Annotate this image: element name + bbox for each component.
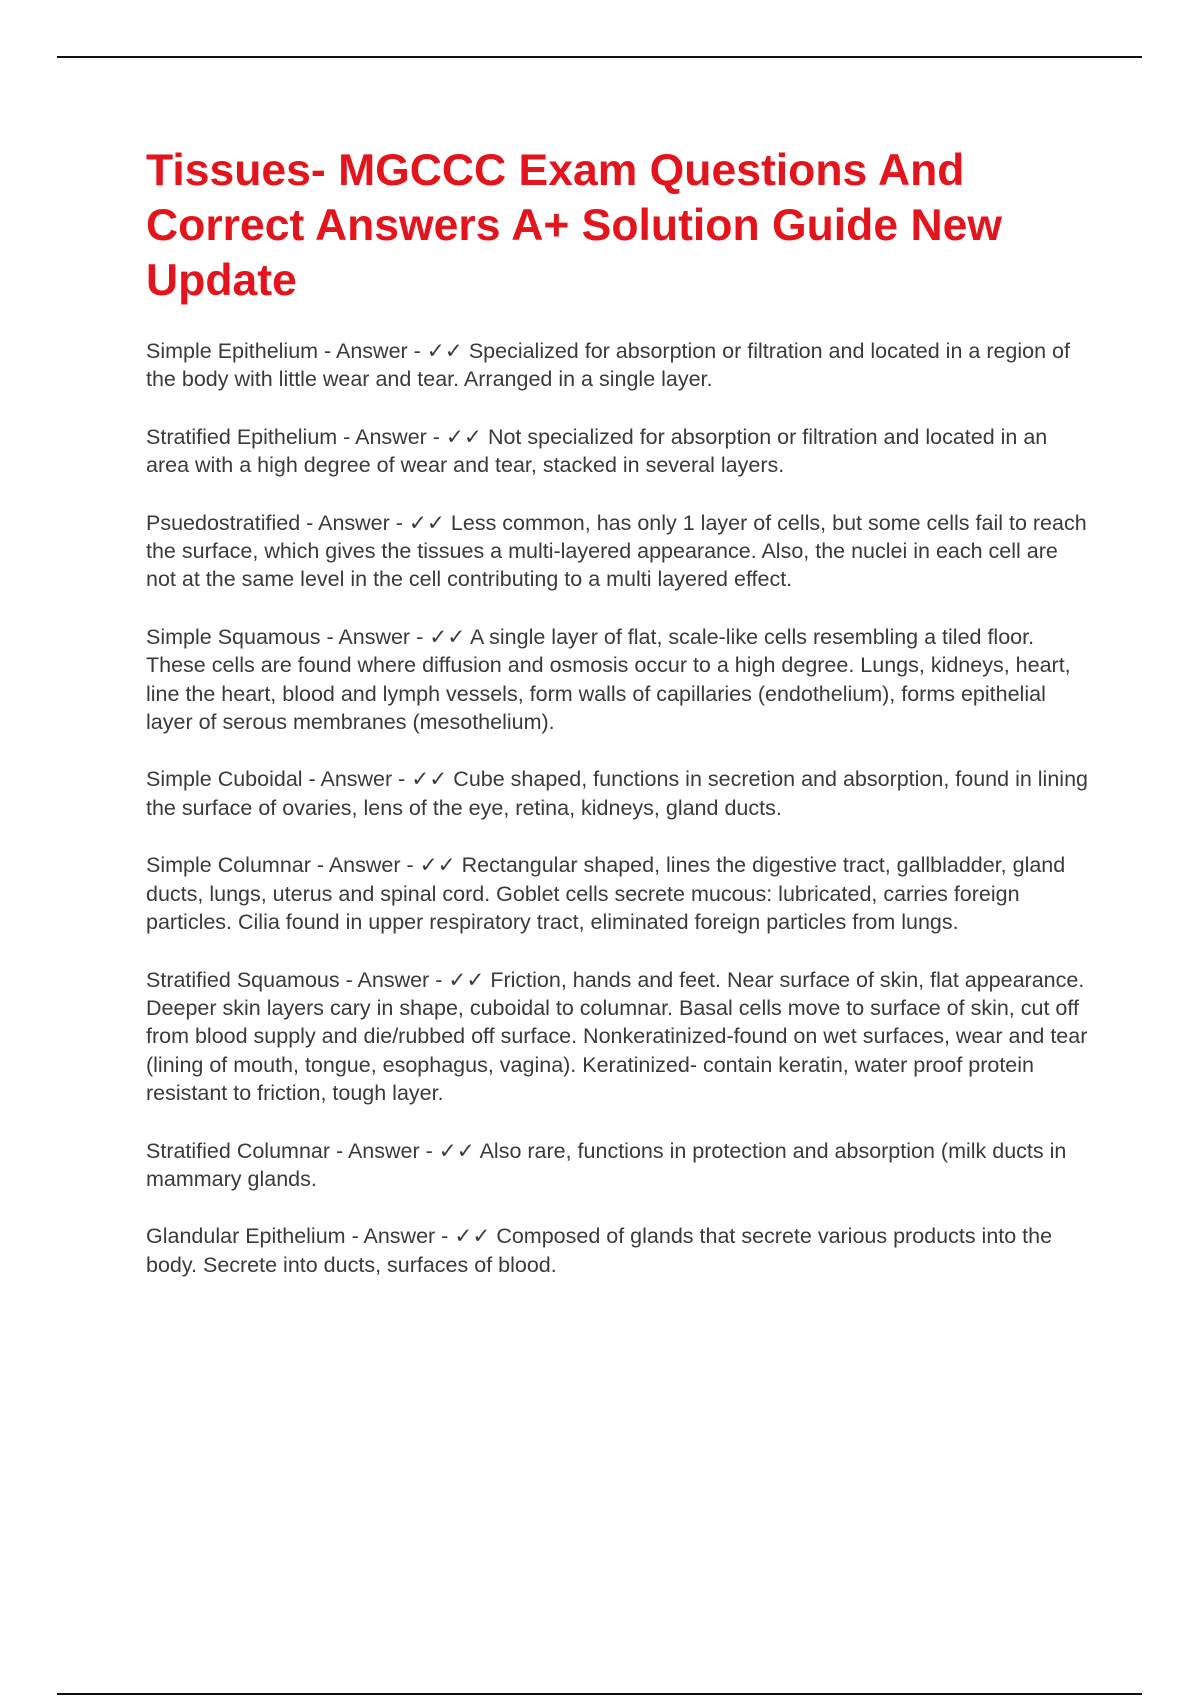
qa-term: Simple Cuboidal	[146, 767, 303, 792]
qa-term: Psuedostratified	[146, 510, 301, 535]
qa-answer: A single layer of flat, scale-like cells resembling a tiled floor. These cells are found where diffusion and osmosis occur to a high degree. Lungs, kidneys, heart, line the heart, blood and lymph vessels, form walls of capillaries (endothelium), forms epithelial layer of serous membranes (mesothelium).	[146, 624, 1071, 735]
answer-separator: - Answer -	[300, 510, 409, 535]
answer-separator: - Answer -	[320, 624, 430, 649]
qa-item	[146, 851, 1091, 936]
answer-separator: - Answer -	[302, 767, 412, 792]
answer-separator: - Answer -	[318, 339, 427, 363]
answer-separator: - Answer -	[330, 1138, 439, 1163]
qa-answer: Rectangular shaped, lines the digestive tract, gallbladder, gland ducts, lungs, uterus and spinal cord. Goblet cells secrete mucous: lubricated, carries foreign particles. Cilia found in upper respiratory tract, eliminated foreign particles from lungs.	[146, 853, 1066, 935]
qa-term: Stratified Epithelium	[146, 424, 338, 449]
qa-answer: Cube shaped, functions in secretion and absorption, found in lining the surface of ovaries, lens of the eye, retina, kidneys, gland ducts.	[146, 767, 1088, 820]
qa-term: Glandular Epithelium	[146, 1224, 346, 1249]
qa-item	[146, 509, 1091, 594]
qa-term: Stratified Columnar	[146, 1138, 331, 1163]
answer-separator: - Answer -	[337, 424, 446, 449]
top-rule	[57, 56, 1142, 58]
qa-term: Simple Epithelium	[146, 339, 319, 363]
check-mark-icon: ✓✓	[445, 424, 482, 449]
answer-separator: - Answer -	[339, 967, 449, 992]
qa-term: Simple Squamous	[146, 624, 321, 649]
check-mark-icon: ✓✓	[411, 767, 448, 792]
qa-item	[146, 423, 1091, 480]
qa-item	[146, 966, 1091, 1108]
qa-item	[146, 1222, 1091, 1279]
document-title: Tissues- MGCCC Exam Questions And Correct Answers A+ Solution Guide New Update	[146, 146, 1002, 305]
answer-separator: - Answer -	[345, 1224, 455, 1249]
qa-list	[146, 337, 1091, 1279]
qa-item	[146, 765, 1091, 822]
check-mark-icon: ✓✓	[426, 339, 463, 363]
check-mark-icon: ✓✓	[429, 624, 466, 649]
qa-item	[146, 623, 1091, 737]
qa-answer: Friction, hands and feet. Near surface of skin, flat appearance. Deeper skin layers cary in shape, cuboidal to columnar. Basal cells move to surface of skin, cut off from blood supply and die/rubbed off surface. Nonkeratinized-found on wet surfaces, wear and tear (lining of mouth, tongue, esophagus, vagina). Keratinized- contain keratin, water proof protein resistant to friction, tough layer.	[146, 967, 1088, 1106]
answer-separator: - Answer -	[310, 853, 420, 878]
qa-answer: Specialized for absorption or filtration and located in a region of the body with little wear and tear. Arranged in a single layer.	[146, 339, 1070, 392]
qa-answer: Also rare, functions in protection and absorption (milk ducts in mammary glands.	[146, 1138, 1067, 1191]
check-mark-icon: ✓✓	[454, 1224, 491, 1249]
qa-answer: Not specialized for absorption or filtration and located in an area with a high degree of wear and tear, stacked in several layers.	[146, 424, 1048, 478]
qa-item	[146, 337, 1091, 394]
document-body	[146, 143, 1091, 1308]
qa-term: Stratified Squamous	[146, 967, 340, 992]
qa-term: Simple Columnar	[146, 853, 311, 878]
check-mark-icon: ✓✓	[438, 1138, 475, 1163]
check-mark-icon: ✓✓	[408, 510, 445, 535]
qa-item	[146, 1137, 1091, 1194]
qa-answer: Less common, has only 1 layer of cells, but some cells fail to reach the surface, which gives the tissues a multi-layered appearance. Also, the nuclei in each cell are not at the same level in the cell contributing to a multi layered effect.	[146, 510, 1087, 592]
check-mark-icon: ✓✓	[419, 853, 456, 878]
bottom-rule	[57, 1693, 1142, 1695]
check-mark-icon: ✓✓	[448, 967, 485, 992]
qa-answer: Composed of glands that secrete various products into the body. Secrete into ducts, surfaces of blood.	[146, 1224, 1053, 1277]
